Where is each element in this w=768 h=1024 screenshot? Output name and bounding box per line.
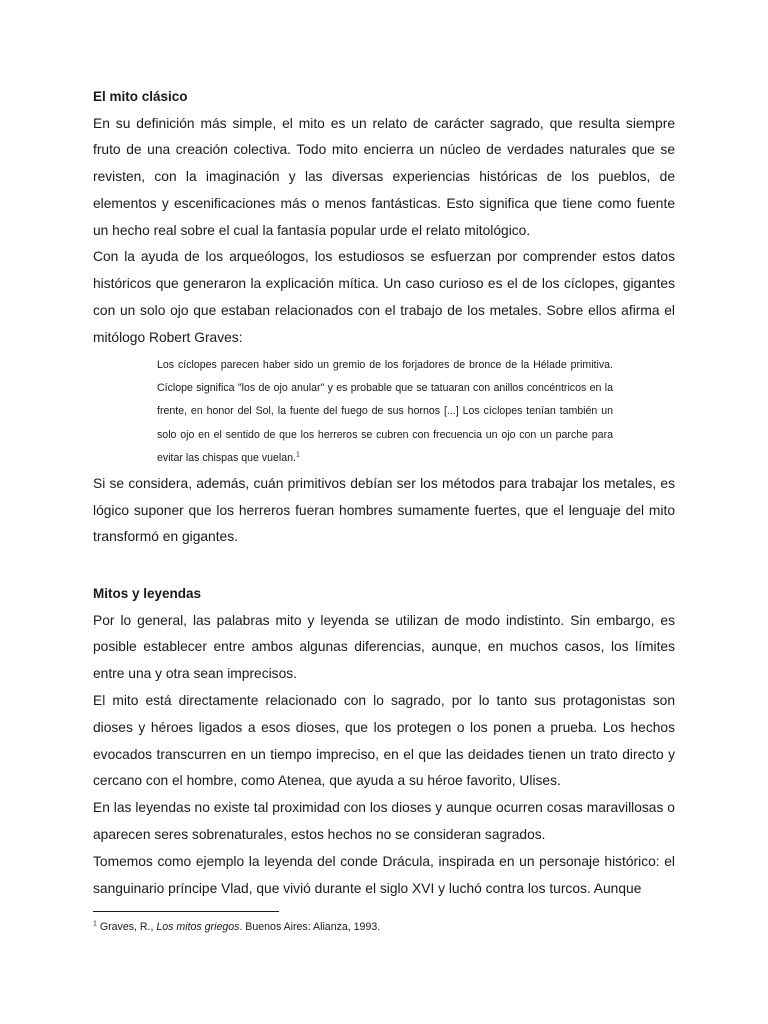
paragraph: Por lo general, las palabras mito y leyenda se utilizan de modo indistinto. Sin embargo, es posible establecer entre ambos algunas diferencias, aunque, en muchos casos, los límites entre una y otra sean imprecisos. — [93, 612, 675, 682]
paragraph: Tomemos como ejemplo la leyenda del conde Drácula, inspirada en un personaje histórico: el sanguinario príncipe Vlad, que vivió durante el siglo XVI y luchó contra los turcos. Aunque — [93, 853, 675, 896]
page-body — [93, 84, 675, 902]
footnote-reference[interactable]: 1 — [295, 451, 300, 459]
paragraph: En las leyendas no existe tal proximidad con los dioses y aunque ocurren cosas maravillosas o aparecen seres sobrenaturales, estos hechos no se consideran sagrados. — [93, 800, 675, 842]
footnote-title: Los mitos griegos — [156, 921, 240, 933]
footnote-publisher: . Buenos Aires: Alianza, 1993. — [239, 921, 381, 933]
paragraph: Con la ayuda de los arqueólogos, los estudiosos se esfuerzan por comprender estos datos históricos que generaron la explicación mítica. Un caso curioso es el de los cíclopes, gigantes con un solo ojo que estaban relacionados con el trabajo de los metales. Sobre ellos afirma el mitólogo Robert Graves: — [93, 249, 675, 345]
block-quote-graves — [157, 352, 613, 471]
paragraph: El mito está directamente relacionado con lo sagrado, por lo tanto sus protagonistas son dioses y héroes ligados a esos dioses, que los protegen o los ponen a prueba. Los hechos evocados transcurren en un tiempo impreciso, en el que las deidades tienen un trato directo y cercano con el hombre, como Atenea, que ayuda a su héroe favorito, Ulises. — [93, 692, 675, 789]
footnote — [93, 919, 675, 935]
section-spacer — [93, 551, 675, 581]
paragraph: Si se considera, además, cuán primitivos debían ser los métodos para trabajar los metales, es lógico suponer que los herreros fueran hombres sumamente fuertes, que el lenguaje del mito transformó en gigantes. — [93, 475, 675, 545]
section-heading-mito-clasico: El mito clásico — [93, 89, 188, 104]
footnote-mark: 1 — [93, 920, 97, 928]
section-heading-mitos-y-leyendas: Mitos y leyendas — [93, 586, 202, 602]
footnote-author: Graves, R., — [99, 921, 154, 933]
paragraph: En su definición más simple, el mito es un relato de carácter sagrado, que resulta siempre fruto de una creación colectiva. Todo mito encierra un núcleo de verdades naturales que se revisten, con la imaginación y las diversas experiencias históricas de los pueblos, de elementos y escenificaciones más o menos fantásticas. Esto significa que tiene como fuente un hecho real sobre el cual la fantasía popular urde el relato mitológico. — [93, 115, 675, 238]
quote-text: Los cíclopes parecen haber sido un gremio de los forjadores de bronce de la Hélade primitiva. Cíclope significa "los de ojo anular" y es probable que se tatuaran con anillos concéntricos en la frente, en honor del Sol, la fuente del fuego de sus hornos [...] Los cíclopes tenían también un solo ojo en el sentido de que los herreros se cubren con frecuencia un ojo con un parche para evitar las chispas que vuelan. — [157, 358, 613, 465]
footnote-separator — [93, 911, 279, 912]
